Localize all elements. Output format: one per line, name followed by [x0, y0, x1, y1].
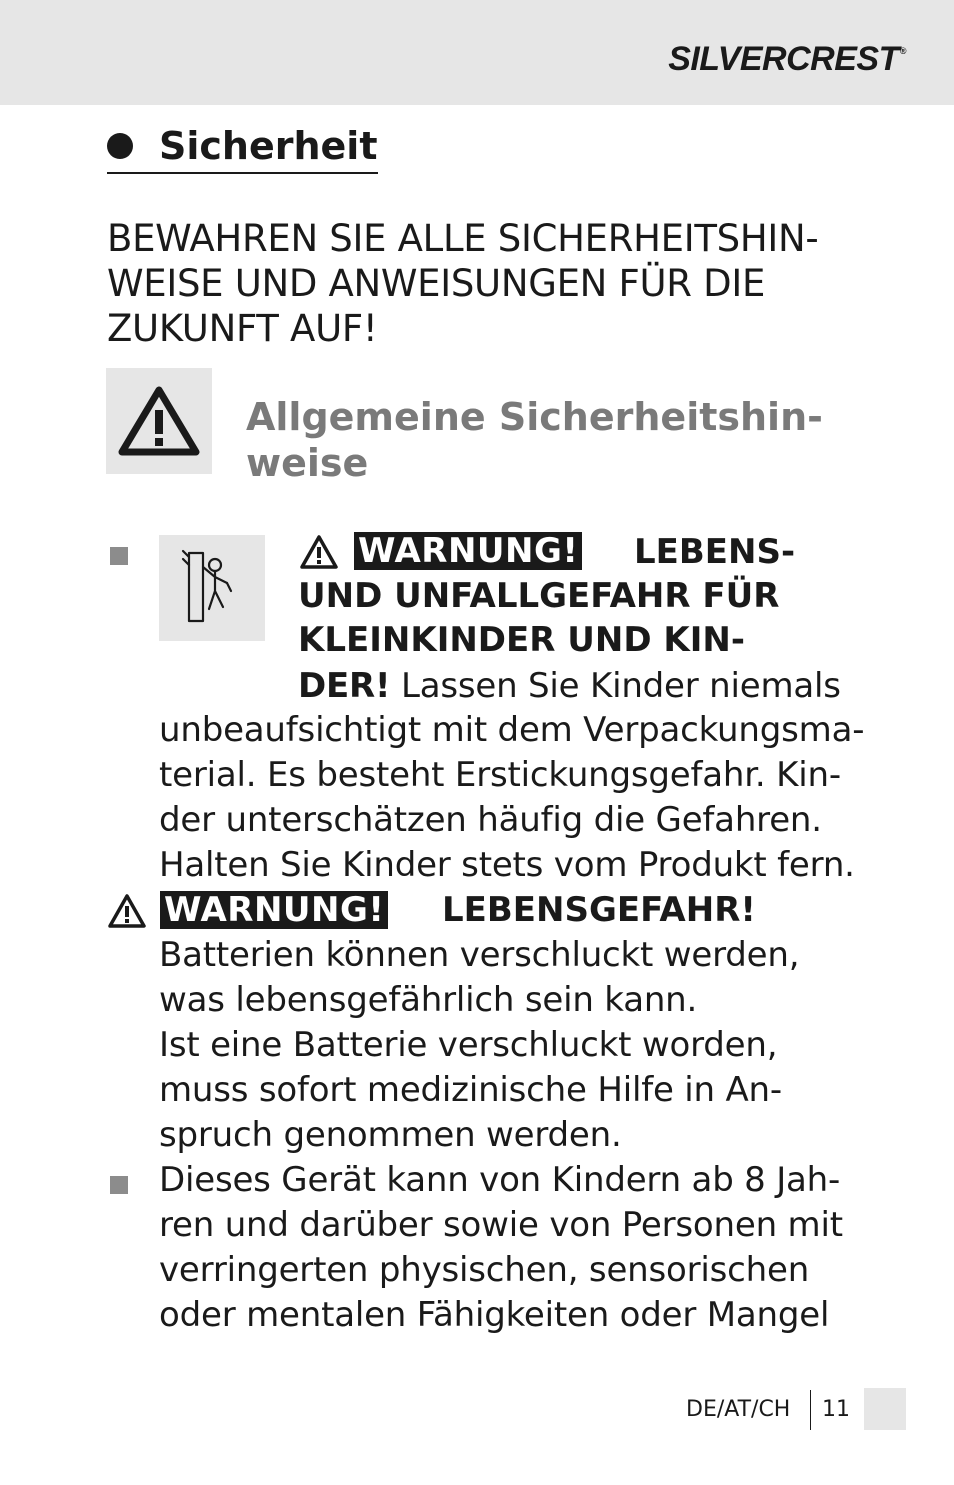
subsection-title	[246, 394, 823, 486]
bullet-dot-icon	[107, 133, 133, 159]
warning-heading-end: DER!	[298, 666, 391, 706]
caps-note-line: BEWAHREN SIE ALLE SICHERHEITSHIN-	[107, 217, 819, 260]
list-item-line: verringerten physischen, sensorischen	[159, 1250, 810, 1290]
warning-body-start: Lassen Sie Kinder niemals	[390, 666, 841, 706]
list-bullet-square	[110, 547, 128, 565]
footer-tab-marker	[864, 1388, 906, 1430]
section-title-text: Sicherheit	[159, 124, 378, 168]
brand-registered-mark: ®	[899, 46, 906, 56]
warning-heading: LEBENSGEFAHR!	[442, 890, 756, 930]
page-header	[0, 0, 954, 105]
warning-triangle-icon	[106, 368, 212, 474]
warning-body-line: der unterschätzen häufig die Gefahren.	[159, 800, 822, 840]
footer-divider	[810, 1390, 811, 1430]
brand-crest: CREST	[786, 40, 899, 78]
brand-logo	[668, 40, 906, 79]
warning-triangle-small-icon	[107, 893, 147, 929]
warning-heading-line	[298, 664, 841, 708]
list-bullet-square	[110, 1176, 128, 1194]
subsection-title-line: Allgemeine Sicherheitshin-	[246, 395, 823, 439]
warning-body-line: Batterien können verschluckt werden,	[159, 935, 800, 975]
warning-heading: KLEINKINDER UND KIN-	[298, 620, 745, 660]
warning-label: WARNUNG!	[354, 532, 582, 570]
caps-note-line: ZUKUNFT AUF!	[107, 307, 378, 350]
page-number: 11	[822, 1397, 850, 1422]
list-item-line: Dieses Gerät kann von Kindern ab 8 Jah-	[159, 1160, 841, 1200]
warning-triangle-small-icon	[299, 534, 339, 570]
keep-instructions-note	[107, 216, 887, 351]
warning-heading: LEBENS-	[634, 532, 796, 572]
warning-label: WARNUNG!	[160, 891, 388, 929]
brand-silver: SILVER	[668, 40, 787, 78]
warning-body-line: unbeaufsichtigt mit dem Verpackungsma-	[159, 710, 865, 750]
warning-body-line: spruch genommen werden.	[159, 1115, 622, 1155]
list-item-line: ren und darüber sowie von Personen mit	[159, 1205, 843, 1245]
warning-body-line: terial. Es besteht Erstickungsgefahr. Kin-	[159, 755, 841, 795]
list-item-line: oder mentalen Fähigkeiten oder Mangel	[159, 1295, 830, 1335]
caps-note-line: WEISE UND ANWEISUNGEN FÜR DIE	[107, 262, 766, 305]
section-title	[107, 124, 378, 174]
child-safety-icon	[159, 535, 265, 641]
warning-body-line: muss sofort medizinische Hilfe in An-	[159, 1070, 782, 1110]
warning-heading: UND UNFALLGEFAHR FÜR	[298, 576, 780, 616]
warning-body-line: was lebensgefährlich sein kann.	[159, 980, 698, 1020]
subsection-title-line: weise	[246, 441, 369, 485]
warning-body-line: Halten Sie Kinder stets vom Produkt fern.	[159, 845, 855, 885]
footer-language: DE/AT/CH	[686, 1397, 791, 1422]
warning-body-line: Ist eine Batterie verschluckt worden,	[159, 1025, 778, 1065]
